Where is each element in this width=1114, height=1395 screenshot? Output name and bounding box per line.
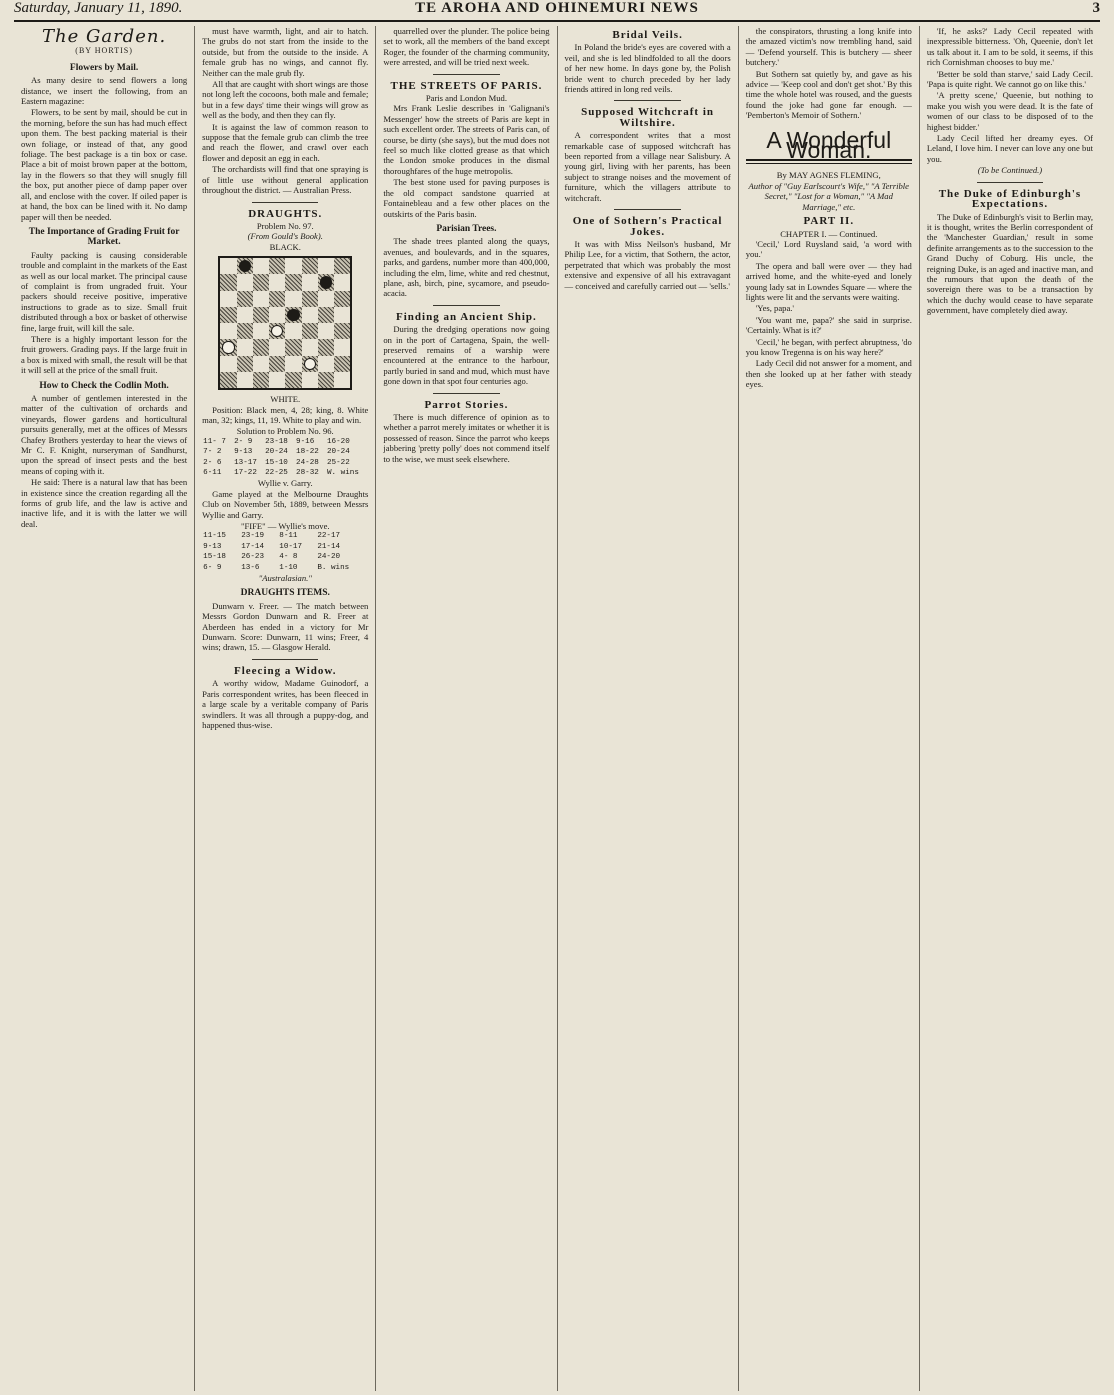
board-square <box>220 258 236 274</box>
table-cell: 9-13 <box>203 542 222 551</box>
board-square <box>318 291 334 307</box>
grading-heading: The Importance of Grading Fruit for Market. <box>28 226 180 248</box>
divider <box>433 305 499 306</box>
board-square <box>269 323 285 339</box>
streets-heading: THE STREETS OF PARIS. <box>390 79 543 92</box>
paragraph: A number of gentlemen interested in the matter of the cultivation of orchards and vineyards, flower gardens and horticultural pursuits generally, met at the offices of Messrs Chafey Brothers yesterday to hear the views of Mr C. F. Knight, nurseryman of Sandhurst, upon the spread of insect pests and the best means of coping with it. <box>21 393 188 476</box>
board-square <box>285 372 301 388</box>
paragraph: It is against the law of common reason to suppose that the female grub can climb the tree and reach the flower, and crawl over each flower and deposit an egg in each. <box>202 121 369 163</box>
paragraph: Faulty packing is causing considerable trouble and complaint in the markets of the East as well as our local market. The principal cause of complaint is from ungraded fruit. Your packers should receive positive, imperative instructions to grade as to size. Small fruit distributed through a box or basket of otherwise fine, large fruit, will kill the sale. <box>21 249 188 333</box>
paragraph: 'You want me, papa?' she said in surprise. 'Certainly. What is it?' <box>745 314 912 336</box>
paragraph: quarrelled over the plunder. The police being set to work, all the members of the band except Roger, the founder of the charming community, were arrested, and will be tried next week. <box>383 26 550 68</box>
paragraph: Lady Cecil lifted her dreamy eyes. Of Leland, I love him. I never can love any one but you. <box>926 133 1094 164</box>
table-row <box>202 447 368 457</box>
board-square <box>237 339 253 355</box>
board-square <box>334 274 350 290</box>
board-square <box>253 323 269 339</box>
board-square <box>220 372 236 388</box>
table-cell: 21-14 <box>317 542 341 551</box>
board-square <box>302 307 318 323</box>
table-cell: 11-15 <box>203 532 226 541</box>
column-6 <box>920 26 1100 1391</box>
garden-title: The Garden. <box>41 26 167 47</box>
table-cell: 2- 6 <box>203 458 222 467</box>
board-square <box>253 291 269 307</box>
bridal-heading: Bridal Veils. <box>612 29 683 41</box>
board-square <box>220 323 236 339</box>
divider <box>614 100 680 101</box>
draughts-items-heading: DRAUGHTS ITEMS. <box>240 588 330 599</box>
paragraph: The opera and ball were over — they had arrived home, and the white-eyed and lonely young lady sat in Lowndes Square — where the lights were lit and the servants were waiting. <box>745 260 912 302</box>
table-row <box>202 468 368 478</box>
paragraph: But Sothern sat quietly by, and gave as his advice — 'Keep cool and don't get shot.' By this time the whole hotel was roused, and the guests found the joke had gone far enough. — 'Pemberton's Memoir of Sothern.' <box>745 68 912 121</box>
board-square <box>269 356 285 372</box>
paragraph: As many desire to send flowers a long distance, we insert the following, from an Eastern magazine: <box>21 75 188 107</box>
table-cell: 13-17 <box>234 458 257 467</box>
white-label: WHITE. <box>270 394 301 405</box>
serial-author: By MAY AGNES FLEMING, <box>776 170 881 181</box>
board-square <box>302 258 318 274</box>
board-square <box>318 274 334 290</box>
board-square <box>253 274 269 290</box>
table-cell: 25-22 <box>326 458 350 467</box>
paragraph: He said: There is a natural law that has been in existence since the creation regarding all the forms of grub life, and the law is active and inactive life, and it is with the latter we will deal. <box>21 477 188 529</box>
column-1 <box>14 26 195 1391</box>
table-cell: 10-17 <box>279 542 303 551</box>
board-square <box>318 307 334 323</box>
board-square <box>253 307 269 323</box>
table-cell: 9-16 <box>296 437 315 446</box>
table-cell: B. wins <box>317 563 350 572</box>
paragraph: Dunwarn v. Freer. — The match between Messrs Gordon Dunwarn and R. Freer at Aberdeen has ended in a victory for Mr Dunwarn. Score: Dunwarn, 11 wins; Freer, 4 wins; drawn, 15. — Glasgow Herald. <box>202 600 369 653</box>
newspaper-title: TE AROHA AND OHINEMURI NEWS <box>415 0 699 16</box>
issue-date: Saturday, January 11, 1890. <box>14 0 183 16</box>
board-square <box>269 307 285 323</box>
board-square <box>237 323 253 339</box>
table-cell: 24-28 <box>296 458 319 467</box>
table-row <box>202 552 368 562</box>
board-square <box>318 323 334 339</box>
problem-position: Position: Black men, 4, 28; king, 8. White man, 32; kings, 11, 19. White to play and win. <box>202 404 369 425</box>
board-square <box>269 258 285 274</box>
column-5 <box>739 26 920 1391</box>
board-square <box>334 339 350 355</box>
white-piece <box>271 325 283 337</box>
table-cell: 13-6 <box>241 563 260 572</box>
board-square <box>334 356 350 372</box>
parrot-heading: Parrot Stories. <box>424 398 509 411</box>
paragraph: During the dredging operations now going on in the port of Cartagena, Spain, the well-preserved remains of a warship were encountered at the entrance to the harbour, partly buried in sand and mud, which must have gone down in that spot four centuries ago. <box>383 324 550 387</box>
finding-heading: Finding an Ancient Ship. <box>396 310 537 323</box>
table-cell: 9-13 <box>234 448 253 457</box>
table-cell: 2- 9 <box>234 437 253 446</box>
board-square <box>334 307 350 323</box>
column-2 <box>195 26 376 1391</box>
board-square <box>334 372 350 388</box>
paragraph: It was with Miss Neilson's husband, Mr Philip Lee, for a victim, that Sothern, the actor, perpetrated that which was probably the most extensive and expensive of all his extravagant — conceived and carefully carried out — 'sells.' <box>564 238 731 291</box>
table-cell: 18-22 <box>296 448 319 457</box>
game-heading: Wyllie v. Garry. <box>257 478 313 489</box>
board-square <box>220 291 236 307</box>
divider <box>977 182 1043 183</box>
table-cell: 1-10 <box>279 563 298 572</box>
divider <box>433 393 499 394</box>
trees-heading: Parisian Trees. <box>436 223 497 234</box>
table-row <box>202 458 368 468</box>
table-cell: 26-23 <box>241 553 265 562</box>
black-label: BLACK. <box>269 241 301 252</box>
divider <box>433 74 499 75</box>
paragraph: Lady Cecil did not answer for a moment, and then she looked up at her father with steady eyes. <box>745 358 912 390</box>
divider <box>614 209 680 210</box>
board-square <box>318 339 334 355</box>
black-piece <box>287 309 299 321</box>
board-square <box>285 274 301 290</box>
board-square <box>253 372 269 388</box>
table-cell: 20-24 <box>265 448 288 457</box>
sothern-heading: One of Sothern's Practical Jokes. <box>572 215 723 238</box>
paragraph: 'Cecil,' he began, with perfect abruptness, 'do you know Tregenna is on his way here?' <box>745 336 912 357</box>
board-square <box>253 339 269 355</box>
author-works: Author of "Guy Earlscourt's Wife," "A Terrible Secret," "Lost for a Woman," "A Mad Marriage," etc. <box>748 180 909 212</box>
codlin-heading: How to Check the Codlin Moth. <box>39 380 169 391</box>
table-cell: 22-25 <box>265 468 288 477</box>
flowers-heading: Flowers by Mail. <box>69 62 139 73</box>
garden-byline: (BY HORTIS) <box>75 46 133 56</box>
paragraph: Flowers, to be sent by mail, should be cut in the morning, before the sun has had much effect upon them. The best packing material is their own foliage, or instead of that, any good foliage. The best package is a tin box or case. Place a bit of moist brown paper at the bottom, lay in the flowers so that they will snugly fill the box, put another piece of damp paper over all, and enclose with the cover. If oiled paper is at hand, the box can be lined with it. No damp paper will then be needed. <box>21 107 188 222</box>
black-piece <box>239 260 251 272</box>
to-be-continued: (To be Continued.) <box>977 165 1043 176</box>
fleecing-heading: Fleecing a Widow. <box>234 664 337 677</box>
board-square <box>220 339 236 355</box>
solution-table <box>202 437 368 479</box>
serial-title: A Wonderful Woman. <box>766 126 892 164</box>
paragraph: All that are caught with short wings are those not long left the cocoons, both male and female; but in a few days' time their wings will grow as well as the body, and then they can fly. <box>202 79 369 121</box>
board-square <box>302 356 318 372</box>
table-cell: 15-10 <box>265 458 288 467</box>
board-square <box>237 274 253 290</box>
table-cell: 7- 2 <box>203 448 222 457</box>
paragraph: 'Yes, papa.' <box>755 303 794 314</box>
table-cell: 17-22 <box>234 468 257 477</box>
page-number: 3 <box>1092 0 1100 16</box>
board-square <box>285 356 301 372</box>
board-square <box>269 291 285 307</box>
paragraph: must have warmth, light, and air to hatch. The grubs do not start from the inside to the outside, but from the outside to the inside. A female grub has no wings, and cannot fly. Neither can the male grub fly. <box>202 26 369 78</box>
column-3 <box>376 26 557 1391</box>
game-opening: "FIFE" — Wyllie's move. <box>240 521 330 531</box>
board-square <box>237 307 253 323</box>
draughts-heading: DRAUGHTS. <box>248 207 323 220</box>
board-square <box>302 339 318 355</box>
board-square <box>253 258 269 274</box>
game-table <box>202 531 368 573</box>
table-cell: 22-17 <box>317 532 341 541</box>
table-cell: 17-14 <box>241 542 265 551</box>
paragraph: the conspirators, thrusting a long knife into the amazed victim's now trembling hand, said — 'Defend yourself. This is butchery — sheer butchery.' <box>745 26 912 68</box>
table-cell: W. wins <box>326 468 359 477</box>
table-cell: 15-18 <box>203 553 226 562</box>
board-square <box>318 372 334 388</box>
board-square <box>237 291 253 307</box>
game-intro: Game played at the Melbourne Draughts Club on November 5th, 1889, between Messrs Wyllie and Garry. <box>202 488 369 520</box>
board-square <box>253 356 269 372</box>
black-piece <box>320 276 332 288</box>
paragraph: The orchardists will find that one spraying is of little use without general application throughout the district. — Australian Press. <box>202 164 369 196</box>
board-square <box>237 372 253 388</box>
paragraph: In Poland the bride's eyes are covered with a veil, and she is led blindfolded to all the doors of her new home. In days gone by, the Polish bride went to church preceded by her lady friends attired in long red veils. <box>564 42 731 95</box>
board-square <box>285 323 301 339</box>
board-square <box>334 323 350 339</box>
divider <box>252 659 318 660</box>
draughts-board <box>218 256 352 390</box>
board-square <box>220 274 236 290</box>
table-row <box>202 542 368 552</box>
paragraph: The Duke of Edinburgh's visit to Berlin may, it is thought, writes the Berlin correspondent of the 'Manchester Guardian,' result in some definite arrangements as to the succession to the Grand Duchy of Coburg. His uncle, the reigning Duke, is an aged and inactive man, and the rumours that upon the death of the sovereign there was to be a transaction by which the duchy would cease to have separate government, have completely died away. <box>926 211 1094 316</box>
game-credit: "Australasian." <box>258 573 312 584</box>
board-square <box>302 291 318 307</box>
table-cell: 28-32 <box>296 468 319 477</box>
paragraph: 'Cecil,' Lord Ruysland said, 'a word with you.' <box>745 238 912 260</box>
white-piece <box>304 358 316 370</box>
duke-heading: The Duke of Edinburgh's Expectations. <box>938 187 1082 211</box>
streets-subheading: Paris and London Mud. <box>425 93 508 104</box>
table-cell: 23-18 <box>265 437 288 446</box>
table-cell: 23-19 <box>241 532 265 541</box>
table-cell: 6-11 <box>203 468 222 477</box>
table-cell: 11- 7 <box>203 437 226 446</box>
paragraph: A worthy widow, Madame Guinodorf, a Paris correspondent writes, has been fleeced in a large scale by a veritable company of Paris swindlers. It was all through a puppy-dog, and happened thus-wise. <box>202 678 369 730</box>
solution-heading: Solution to Problem No. 96. <box>236 426 334 437</box>
board-square <box>285 307 301 323</box>
board-square <box>269 372 285 388</box>
board-square <box>220 307 236 323</box>
board-square <box>334 291 350 307</box>
table-row <box>202 563 368 573</box>
board-square <box>220 356 236 372</box>
problem-source: (From Gould's Book). <box>247 231 323 242</box>
board-square <box>285 258 301 274</box>
table-row <box>202 437 368 447</box>
board-square <box>318 258 334 274</box>
paragraph: 'If, he asks?' Lady Cecil repeated with inexpressible bitterness. 'Oh, Queenie, don't let us talk about it. I am to be sold, it seems, if this rich Cornishman chooses to buy me.' <box>926 26 1094 68</box>
table-cell: 6- 9 <box>203 563 222 572</box>
table-cell: 20-24 <box>326 448 350 457</box>
board-square <box>318 356 334 372</box>
paragraph: Mrs Frank Leslie describes in 'Galignani's Messenger' how the streets of Paris are kept in such excellent order. The streets of Paris can, of course, be dirty (she says), but the mud does not feel so much like clotted grease as that which the London smoke produces in the dismal thoroughfares of the huge metropolis. <box>383 103 550 176</box>
board-square <box>302 323 318 339</box>
board-square <box>302 274 318 290</box>
board-square <box>285 291 301 307</box>
paragraph: A correspondent writes that a most remarkable case of supposed witchcraft has been reported from a village near Salisbury. A young girl, living with her parents, has been subject to strange noises and the movement of furniture, which the villagers attribute to witchcraft. <box>564 130 731 203</box>
board-square <box>334 258 350 274</box>
divider <box>252 202 318 203</box>
table-cell: 8-11 <box>279 532 298 541</box>
paragraph: There is much difference of opinion as to whether a parrot merely imitates or whether it is possessed of reason. Since the parrot who keeps jabbering 'pretty polly' does not commend itself to the wise, we must seek elsewhere. <box>383 412 550 464</box>
table-cell: 16-20 <box>326 437 350 446</box>
white-piece <box>222 341 234 353</box>
table-row <box>202 531 368 541</box>
board-square <box>269 339 285 355</box>
paragraph: The best stone used for paving purposes is the old compact sandstone quarried at Fontainebleau and a few other places on the outskirts of the Paris basin. <box>383 177 550 219</box>
paragraph: 'Better be sold than starve,' said Lady Cecil. 'Papa is quite right. We cannot go on like this.' <box>926 68 1094 90</box>
paragraph: There is a highly important lesson for the fruit growers. Grading pays. If the large fruit in a box is mixed with small, the result will be that it will sell at the price of the small fruit. <box>21 333 188 376</box>
board-square <box>269 274 285 290</box>
witchcraft-heading: Supposed Witchcraft in Wiltshire. <box>581 106 715 129</box>
board-square <box>285 339 301 355</box>
paragraph: The shade trees planted along the quays, avenues, and boulevards, and in the squares, parks, and gardens, number more than 400,000, including the elm, lime, white and red chestnut, plane, ash, birch, pine, sycamore, and pseudo-acacia. <box>383 236 550 299</box>
chapter-heading: CHAPTER I. — Continued. <box>780 228 878 239</box>
board-square <box>237 258 253 274</box>
board-square <box>302 372 318 388</box>
board-square <box>237 356 253 372</box>
masthead <box>14 0 1100 22</box>
column-4 <box>558 26 739 1391</box>
table-cell: 24-20 <box>317 553 341 562</box>
problem-number: Problem No. 97. <box>256 220 314 231</box>
table-cell: 4- 8 <box>279 553 298 562</box>
part-heading: PART II. <box>803 215 855 228</box>
columns <box>14 26 1100 1391</box>
paragraph: 'A pretty scene,' Queenie, but nothing to make you wish you were dead. It is the fate of women of our class to be disposed of to the highest bidder.' <box>926 90 1094 132</box>
